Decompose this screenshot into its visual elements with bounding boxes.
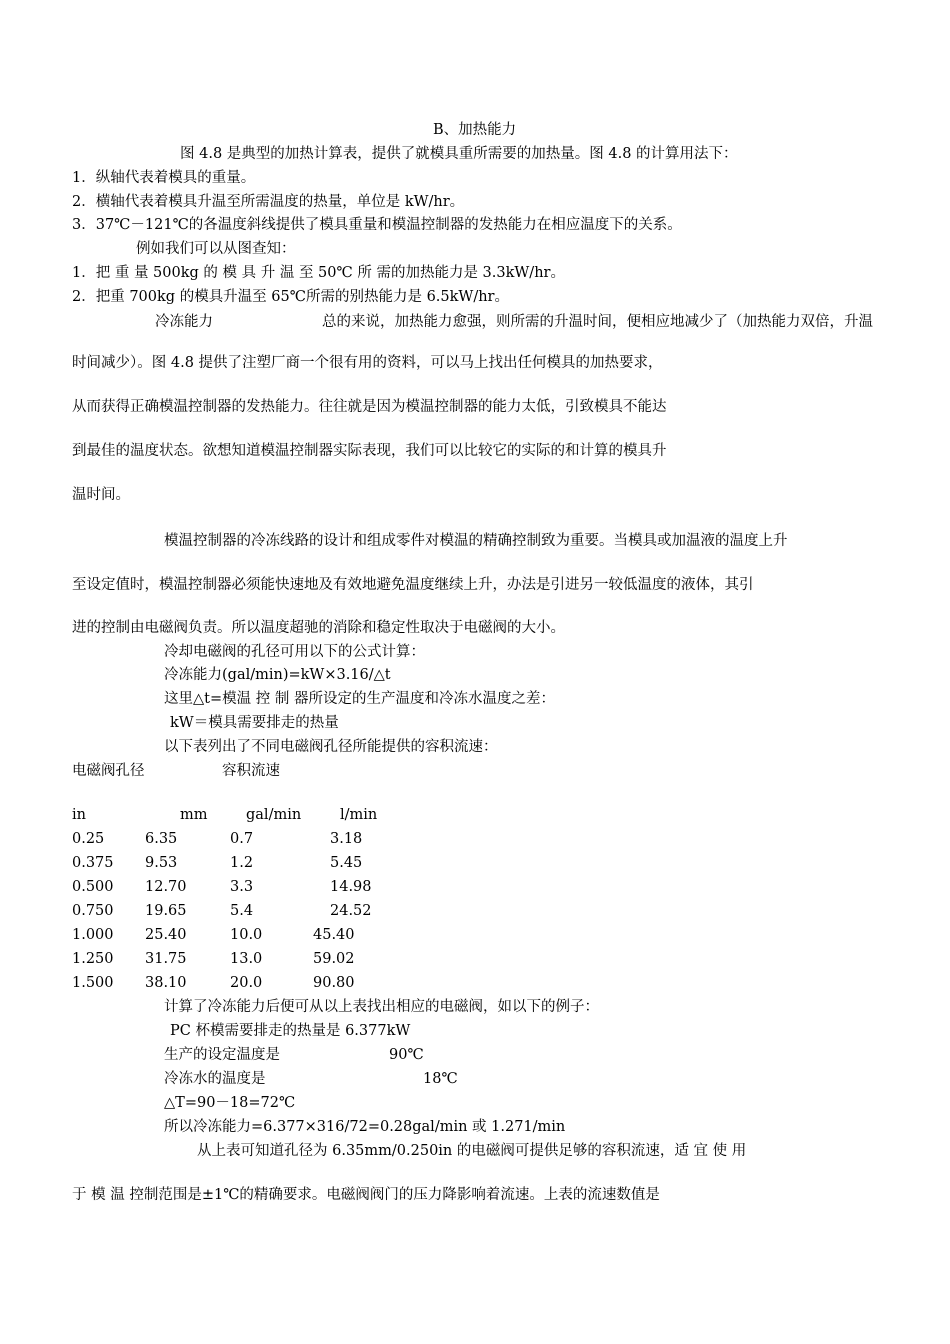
summary-line: 到最佳的温度状态。欲想知道模温控制器实际表现，我们可以比较它的实际的和计算的模具升 <box>72 443 667 459</box>
table-cell: 90.80 <box>313 975 355 991</box>
table-cell: 0.375 <box>72 855 114 871</box>
example-intro: 例如我们可以从图查知： <box>136 241 296 257</box>
formula-equation: 冷冻能力(gal/min)=kW×3.16/△t <box>164 667 391 683</box>
table-cell: 5.4 <box>230 903 254 919</box>
table-cell: 1.500 <box>72 975 114 991</box>
table-cell: 12.70 <box>145 879 187 895</box>
cooling-para-line: 模温控制器的冷冻线路的设计和组成零件对模温的精确控制致为重要。当模具或加温液的温度上升 <box>164 533 788 549</box>
table-cell: 6.35 <box>145 831 178 847</box>
formula-where: 这里△t=模温 控 制 器所设定的生产温度和冷冻水温度之差： <box>164 691 555 707</box>
table-column-header: l/min <box>340 807 378 823</box>
table-cell: 19.65 <box>145 903 187 919</box>
table-group-header: 电磁阀孔径 <box>72 763 145 779</box>
table-column-header: in <box>72 807 86 823</box>
example-set-temp-label: 生产的设定温度是 <box>164 1047 280 1063</box>
table-cell: 1.000 <box>72 927 114 943</box>
list-item: 2．横轴代表着模具升温至所需温度的热量，单位是 kW/hr。 <box>72 194 465 210</box>
cooling-para-line: 至设定值时，模温控制器必须能快速地及有效地避免温度继续上升，办法是引进另一较低温度的液体，其引 <box>72 577 754 593</box>
summary-line: 温时间。 <box>72 487 130 503</box>
example-intro: 计算了冷冻能力后便可从以上表找出相应的电磁阀，如以下的例子： <box>164 999 599 1015</box>
table-cell: 3.3 <box>230 879 254 895</box>
table-cell: 5.45 <box>330 855 363 871</box>
summary-line: 从而获得正确模温控制器的发热能力。往往就是因为模温控制器的能力太低，引致模具不能达 <box>72 399 667 415</box>
table-cell: 0.25 <box>72 831 105 847</box>
table-cell: 0.7 <box>230 831 254 847</box>
table-cell: 1.250 <box>72 951 114 967</box>
formula-intro: 冷却电磁阀的孔径可用以下的公式计算： <box>164 644 425 660</box>
table-group-header: 容积流速 <box>222 763 280 779</box>
table-cell: 10.0 <box>230 927 263 943</box>
list-item: 1．纵轴代表着模具的重量。 <box>72 170 256 186</box>
example-water-temp-value: 18℃ <box>423 1071 458 1087</box>
table-cell: 9.53 <box>145 855 178 871</box>
formula-kw-definition: kW＝模具需要排走的热量 <box>170 715 339 731</box>
table-cell: 20.0 <box>230 975 263 991</box>
table-cell: 1.2 <box>230 855 254 871</box>
table-cell: 24.52 <box>330 903 372 919</box>
table-cell: 14.98 <box>330 879 372 895</box>
example-water-temp-label: 冷冻水的温度是 <box>164 1071 266 1087</box>
example-delta: △T=90－18=72℃ <box>164 1095 296 1111</box>
list-item: 3．37℃－121℃的各温度斜线提供了模具重量和模温控制器的发热能力在相应温度下的关系。 <box>72 217 682 233</box>
heating-intro: 图 4.8 是典型的加热计算表，提供了就模具重所需要的加热量。图 4.8 的计算用法下： <box>180 146 738 162</box>
table-column-header: gal/min <box>246 807 302 823</box>
conclusion-line: 于 模 温 控制范围是±1℃的精确要求。电磁阀阀门的压力降影响着流速。上表的流速数值是 <box>72 1187 660 1203</box>
table-cell: 38.10 <box>145 975 187 991</box>
conclusion-line: 从上表可知道孔径为 6.35mm/0.250in 的电磁阀可提供足够的容积流速，适 宜 使 用 <box>197 1143 747 1159</box>
table-cell: 13.0 <box>230 951 263 967</box>
cooling-para-line: 进的控制由电磁阀负责。所以温度超驰的消除和稳定性取决于电磁阀的大小。 <box>72 620 565 636</box>
summary-line: 总的来说，加热能力愈强，则所需的升温时间，便相应地减少了（加热能力双倍，升温 <box>322 314 873 330</box>
table-cell: 31.75 <box>145 951 187 967</box>
table-cell: 59.02 <box>313 951 355 967</box>
cooling-heading: 冷冻能力 <box>155 314 213 330</box>
summary-line: 时间减少）。图 4.8 提供了注塑厂商一个很有用的资料，可以马上找出任何模具的加热要求， <box>72 355 663 371</box>
list-item: 1．把 重 量 500kg 的 模 具 升 温 至 50℃ 所 需的加热能力是 3.3kW/hr。 <box>72 265 565 281</box>
table-intro: 以下表列出了不同电磁阀孔径所能提供的容积流速： <box>164 739 498 755</box>
table-cell: 0.750 <box>72 903 114 919</box>
list-item: 2．把重 700kg 的模具升温至 65℃所需的别热能力是 6.5kW/hr。 <box>72 289 509 305</box>
example-heat: PC 杯模需要排走的热量是 6.377kW <box>170 1023 411 1039</box>
table-cell: 25.40 <box>145 927 187 943</box>
section-title: B、加热能力 <box>433 122 517 138</box>
table-cell: 3.18 <box>330 831 363 847</box>
table-cell: 45.40 <box>313 927 355 943</box>
example-result: 所以冷冻能力=6.377×316/72=0.28gal/min 或 1.271/min <box>164 1119 566 1135</box>
table-cell: 0.500 <box>72 879 114 895</box>
example-set-temp-value: 90℃ <box>389 1047 424 1063</box>
table-column-header: mm <box>180 807 208 823</box>
